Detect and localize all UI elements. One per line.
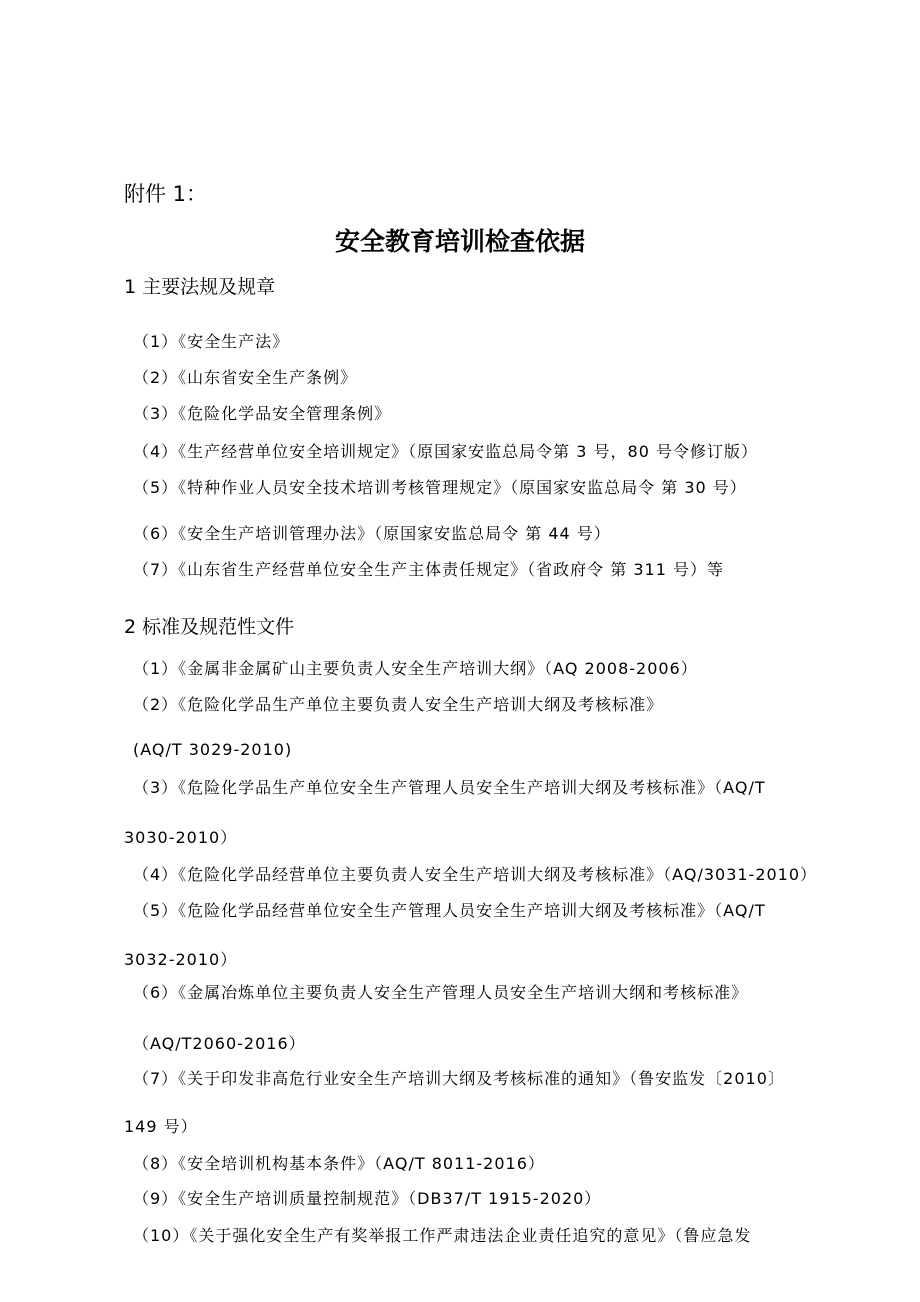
standard-item-continuation: （AQ/T2060-2016） xyxy=(133,1034,306,1053)
standard-item-continuation: (AQ/T 3029-2010) xyxy=(133,740,293,759)
section-heading-regulations: 1 主要法规及规章 xyxy=(124,276,276,298)
regulation-item: （7）《山东省生产经营单位安全生产主体责任规定》（省政府令 第 311 号）等 xyxy=(133,560,724,579)
attachment-label: 附件 1： xyxy=(124,182,208,206)
regulation-item: （6）《安全生产培训管理办法》（原国家安监总局令 第 44 号） xyxy=(133,524,611,543)
regulation-item: （3）《危险化学品安全管理条例》 xyxy=(133,404,392,423)
standard-item-continuation: 149 号） xyxy=(124,1117,198,1136)
document-title: 安全教育培训检查依据 xyxy=(334,227,585,256)
regulation-item: （1）《安全生产法》 xyxy=(133,332,290,351)
section-heading-standards: 2 标准及规范性文件 xyxy=(124,616,295,638)
standard-item: （5）《危险化学品经营单位安全生产管理人员安全生产培训大纲及考核标准》（AQ/T xyxy=(133,901,766,920)
standard-item-continuation: 3032-2010） xyxy=(124,950,238,969)
standard-item: （10）《关于强化安全生产有奖举报工作严肃违法企业责任追究的意见》（鲁应急发 xyxy=(133,1226,752,1245)
standard-item: （8）《安全培训机构基本条件》（AQ/T 8011-2016） xyxy=(133,1154,545,1173)
standard-item: （3）《危险化学品生产单位安全生产管理人员安全生产培训大纲及考核标准》（AQ/T xyxy=(133,778,766,797)
regulation-item: （2）《山东省安全生产条例》 xyxy=(133,368,358,387)
standard-item: （6）《金属冶炼单位主要负责人安全生产管理人员安全生产培训大纲和考核标准》 xyxy=(133,983,749,1002)
standard-item: （2）《危险化学品生产单位主要负责人安全生产培训大纲及考核标准》 xyxy=(133,695,664,714)
standard-item: （9）《安全生产培训质量控制规范》（DB37/T 1915-2020） xyxy=(133,1189,602,1208)
standard-item: （1）《金属非金属矿山主要负责人安全生产培训大纲》（AQ 2008-2006） xyxy=(133,659,698,678)
standard-item: （4）《危险化学品经营单位主要负责人安全生产培训大纲及考核标准》（AQ/3031-2010） xyxy=(133,865,818,884)
regulation-item: （5）《特种作业人员安全技术培训考核管理规定》（原国家安监总局令 第 30 号） xyxy=(133,478,747,497)
standard-item-continuation: 3030-2010） xyxy=(124,828,238,847)
regulation-item: （4）《生产经营单位安全培训规定》（原国家安监总局令第 3 号，80 号令修订版） xyxy=(133,442,758,461)
standard-item: （7）《关于印发非高危行业安全生产培训大纲及考核标准的通知》（鲁安监发〔2010〕 xyxy=(133,1069,785,1088)
